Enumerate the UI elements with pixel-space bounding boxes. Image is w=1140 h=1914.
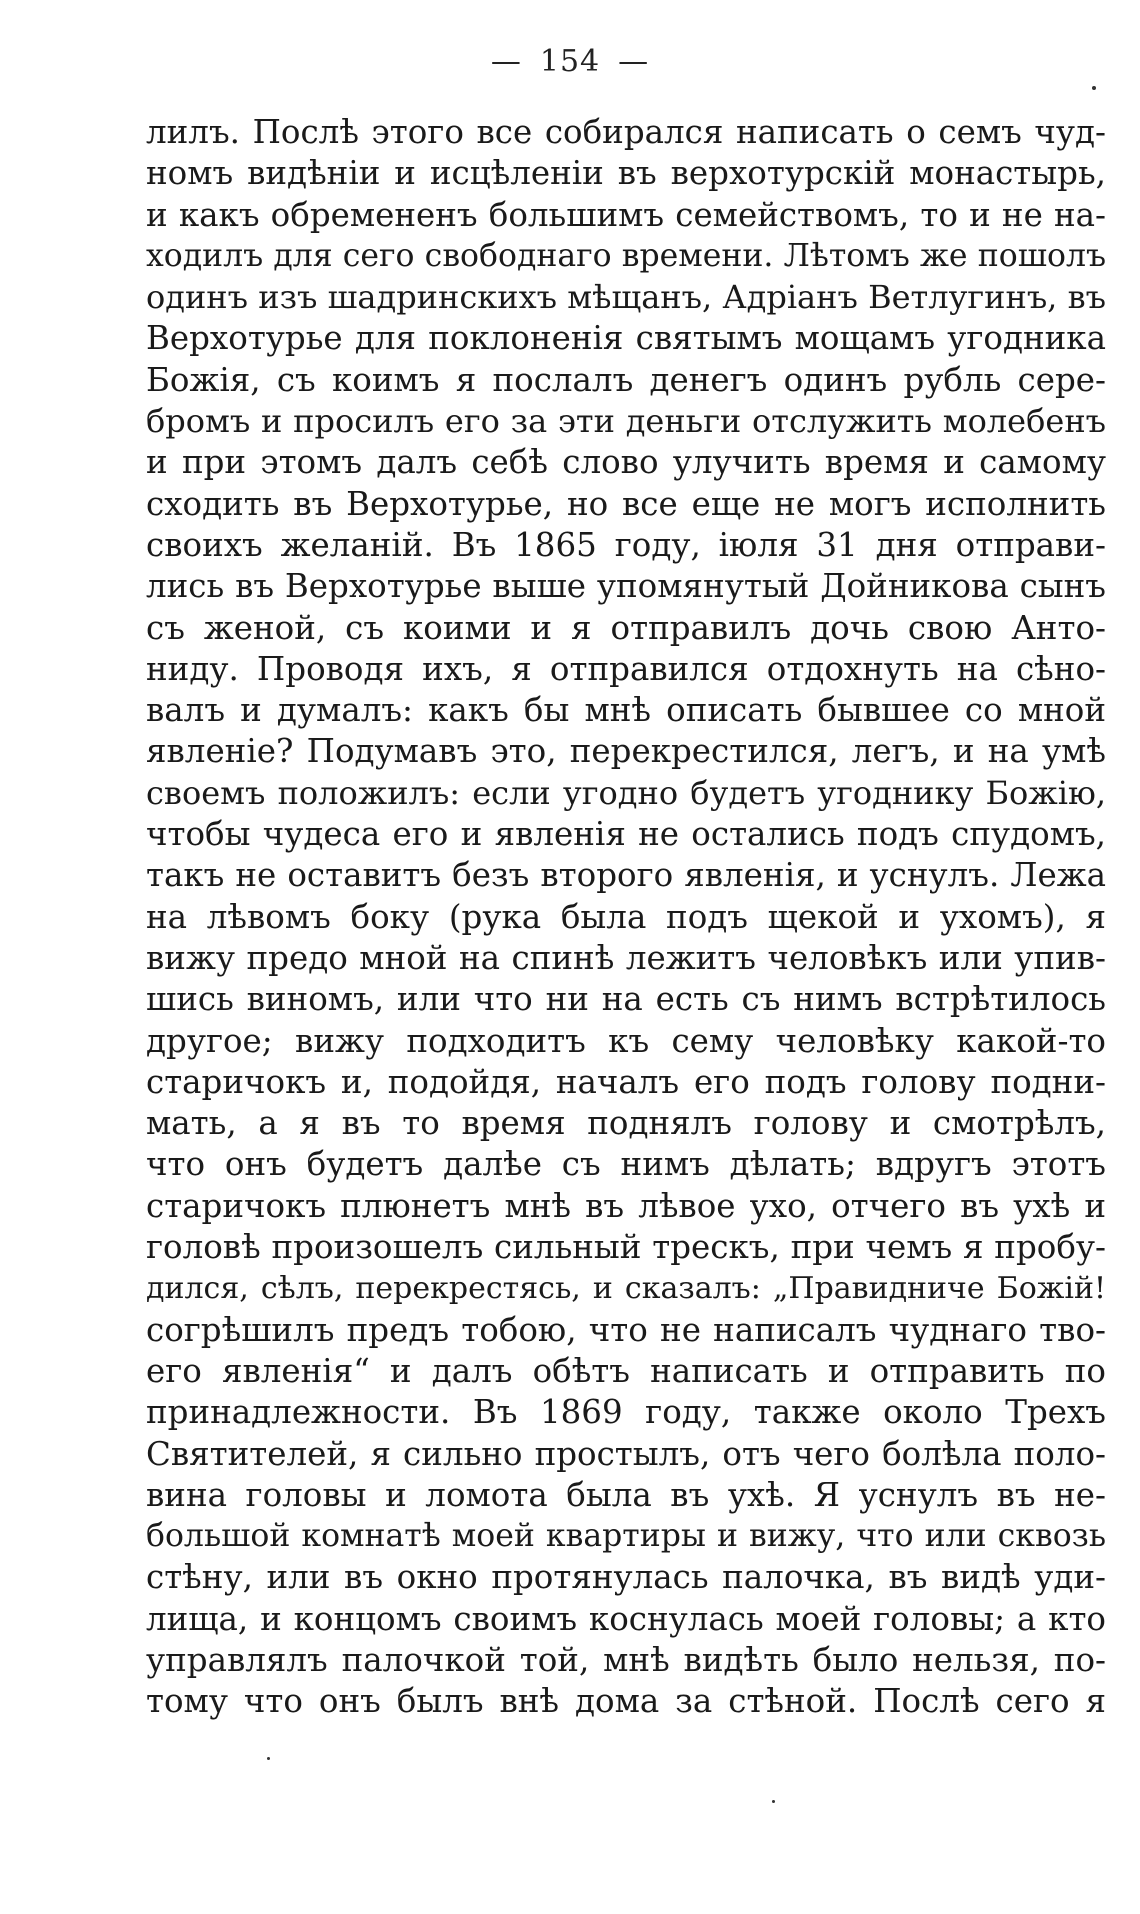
text-line: на лѣвомъ боку (рука была подъ щекой и ухомъ), я — [146, 897, 1106, 936]
page-number: 154 — [539, 44, 601, 79]
text-line: такъ не оставитъ безъ второго явленія, и уснулъ. Лежа — [146, 856, 1106, 895]
text-line: и при этомъ далъ себѣ слово улучить время и самому — [146, 443, 1106, 482]
body-text — [146, 112, 1106, 1723]
text-line: ниду. Проводя ихъ, я отправился отдохнуть на сѣно- — [146, 649, 1106, 688]
text-line: мать, а я въ то время поднялъ голову и смотрѣлъ, — [146, 1104, 1106, 1143]
text-line: дился, сѣлъ, перекрестясь, и сказалъ: „Правидниче Божій! — [146, 1271, 1106, 1307]
text-line: Божія, съ коимъ я послалъ денегъ одинъ рубль сере- — [146, 360, 1106, 399]
page-number-dash-right: — — [618, 44, 650, 79]
text-line: лилъ. Послѣ этого все собирался написать о семъ чуд- — [146, 113, 1106, 151]
page-number-header — [0, 44, 1140, 79]
ink-speck — [267, 1757, 270, 1760]
text-line: чтобы чудеса его и явленія не остались подъ спудомъ, — [146, 815, 1106, 854]
text-line: старичокъ плюнетъ мнѣ въ лѣвое ухо, отчего въ ухѣ и — [146, 1186, 1106, 1225]
ink-speck — [1092, 86, 1096, 90]
text-line: что онъ будетъ далѣе съ нимъ дѣлать; вдругъ этотъ — [146, 1145, 1106, 1184]
ink-speck — [772, 1800, 775, 1803]
text-line: Святителей, я сильно простылъ, отъ чего болѣла поло- — [146, 1434, 1106, 1473]
text-line: съ женой, съ коими и я отправилъ дочь свою Анто- — [146, 608, 1106, 647]
text-line: номъ видѣніи и исцѣленіи въ верхотурскій монастырь, — [146, 154, 1106, 193]
text-line: стѣну, или въ окно протянулась палочка, въ видѣ уди- — [146, 1558, 1106, 1597]
text-line: вина головы и ломота была въ ухѣ. Я уснулъ въ не- — [146, 1475, 1106, 1514]
text-line: лись въ Верхотурье выше упомянутый Дойникова сынъ — [146, 567, 1106, 606]
text-line: управлялъ палочкой той, мнѣ видѣть было нельзя, по- — [146, 1640, 1106, 1679]
text-line: его явленія“ и далъ обѣтъ написать и отправить по — [146, 1351, 1106, 1390]
text-line: и какъ обремененъ большимъ семействомъ, то и не на- — [146, 195, 1106, 234]
text-line: сходить въ Верхотурье, но все еще не могъ исполнить — [146, 484, 1106, 523]
text-line: своихъ желаній. Въ 1865 году, іюля 31 дня отправи- — [146, 525, 1106, 564]
text-line: валъ и думалъ: какъ бы мнѣ описать бывшее со мной — [146, 691, 1106, 730]
text-line: ходилъ для сего свободнаго времени. Лѣтомъ же пошолъ — [146, 237, 1106, 274]
text-line: своемъ положилъ: если угодно будетъ угоднику Божію, — [146, 773, 1106, 812]
page-number-dash-left: — — [490, 44, 522, 79]
text-line: вижу предо мной на спинѣ лежитъ человѣкъ или упив- — [146, 938, 1106, 977]
text-line: бромъ и просилъ его за эти деньги отслужить молебенъ — [146, 402, 1106, 441]
text-line: одинъ изъ шадринскихъ мѣщанъ, Адріанъ Ветлугинъ, въ — [146, 278, 1106, 317]
text-line: принадлежности. Въ 1869 году, также около Трехъ — [146, 1393, 1106, 1432]
text-line: головѣ произошелъ сильный трескъ, при чемъ я пробу- — [146, 1228, 1106, 1267]
text-line: лища, и концомъ своимъ коснулась моей головы; а кто — [146, 1599, 1106, 1638]
text-line: старичокъ и, подойдя, началъ его подъ голову подни- — [146, 1062, 1106, 1101]
text-line: большой комнатѣ моей квартиры и вижу, что или сквозь — [146, 1518, 1106, 1555]
text-line: шись виномъ, или что ни на есть съ нимъ встрѣтилось — [146, 980, 1106, 1019]
text-line: явленіе? Подумавъ это, перекрестился, легъ, и на умѣ — [146, 732, 1106, 771]
text-line: тому что онъ былъ внѣ дома за стѣной. Послѣ сего я — [146, 1682, 1106, 1721]
text-line: согрѣшилъ предъ тобою, что не написалъ чуднаго тво- — [146, 1310, 1106, 1349]
text-line: Верхотурье для поклоненія святымъ мощамъ угодника — [146, 319, 1106, 358]
text-line: другое; вижу подходитъ къ сему человѣку какой-то — [146, 1021, 1106, 1060]
